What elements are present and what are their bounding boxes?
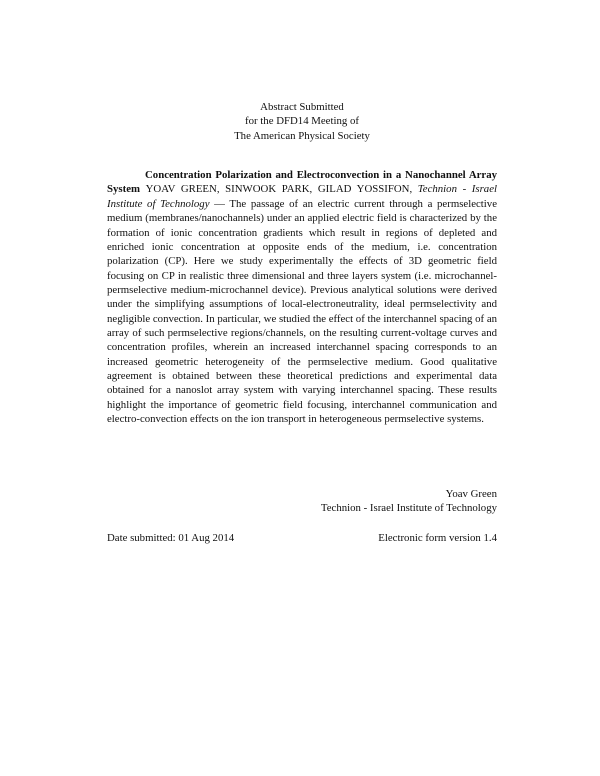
date-submitted-label: Date submitted: 01 Aug 2014 [107, 532, 235, 545]
abstract-authors: YOAV GREEN, SINWOOK PARK, GILAD YOSSIFON, [145, 183, 418, 196]
header-line-meeting: for the DFD14 Meeting of [245, 115, 359, 128]
header-line-abstract-submitted: Abstract Submitted [260, 101, 344, 113]
document-header [107, 100, 497, 143]
form-version-label: Electronic form version 1.4 [378, 532, 497, 545]
abstract-body: — The passage of an electric current through a permselective medium (membranes/nanochannels) under an applied electric field is characterized by the formation of ionic concentration gradients which result in regions of depleted and enriched ionic concentration at opposite ends of the medium, i.e. concentration polarization (CP). Here we study experimentally the effects of 3D geometric field focusing on CP in realistic three dimensional and three layers system (i.e. microchannel-permselective medium-microchannel device). Previous analytical solutions were derived under the simplifying assumptions of local-electroneutrality, ideal permselectivity and negligible convection. In particular, we studied the effect of the interchannel spacing of an array of such permselective regions/channels, on the resulting current-voltage curves and concentration profiles, wherein an increased interchannel spacing corresponds to an increased geometric heterogeneity of the permselective medium. Good qualitative agreement is obtained between these theoretical predictions and experimental data obtained for a nanoslot array system with varying interchannel spacing. These results highlight the importance of geometric field focusing, interchannel communication and electro-convection effects on the ion transport in heterogeneous permselective systems. [107, 197, 498, 426]
signature-name: Yoav Green [445, 487, 497, 500]
header-line-society: The American Physical Society [234, 129, 370, 142]
abstract-affiliation: Technion - Israel Institute of Technology [107, 183, 497, 210]
signature-affiliation: Technion - Israel Institute of Technology [320, 501, 497, 514]
signature-block [107, 487, 497, 516]
abstract-paragraph [107, 168, 497, 426]
footer-row [107, 531, 497, 545]
abstract-title: Concentration Polarization and Electroconvection in a Nanochannel Array System [107, 169, 497, 196]
